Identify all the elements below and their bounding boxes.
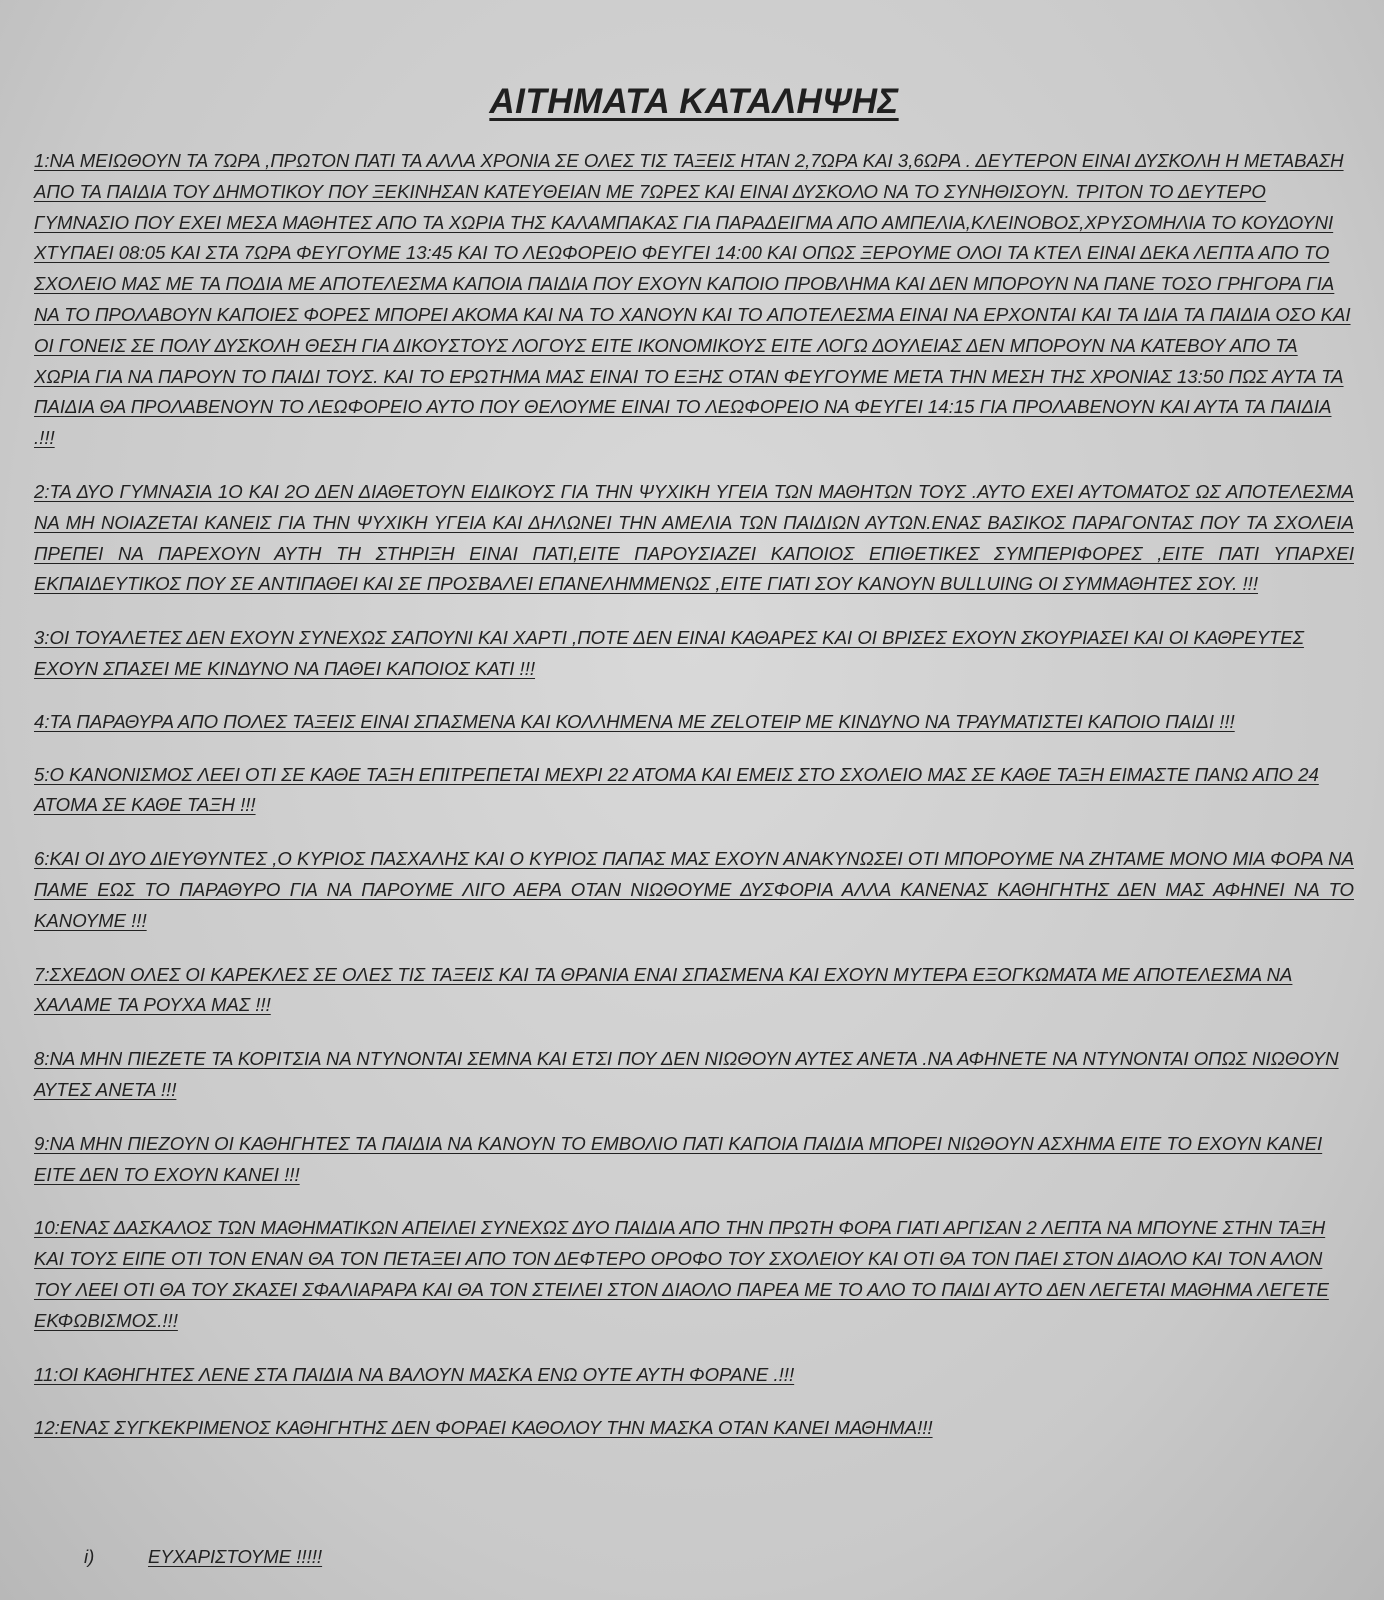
- demand-5: 5:Ο ΚΑΝΟΝΙΣΜΟΣ ΛΕΕΙ ΟΤΙ ΣΕ ΚΑΘΕ ΤΑΞΗ ΕΠΙΤΡΕΠΕΤΑΙ ΜΕΧΡΙ 22 ΑΤΟΜΑ ΚΑΙ ΕΜΕΙΣ ΣΤΟ ΣΧΟΛΕΙΟ ΜΑΣ ΣΕ ΚΑΘΕ ΤΑΞΗ ΕΙΜΑΣΤΕ ΠΑΝΩ ΑΠΟ 24 ΑΤΟΜΑ ΣΕ ΚΑΘΕ ΤΑΞΗ !!!: [34, 763, 1319, 816]
- demand-9: 9:ΝΑ ΜΗΝ ΠΙΕΖΟΥΝ ΟΙ ΚΑΘΗΓΗΤΕΣ ΤΑ ΠΑΙΔΙΑ ΝΑ ΚΑΝΟΥΝ ΤΟ ΕΜΒΟΛΙΟ ΠΑΤΙ ΚΑΠΟΙΑ ΠΑΙΔΙΑ ΜΠΟΡΕΙ ΝΙΩΘΟΥΝ ΑΣΧΗΜΑ ΕΙΤΕ ΤΟ ΕΧΟΥΝ ΚΑΝΕΙ ΕΙΤΕ ΔΕΝ ΤΟ ΕΧΟΥΝ ΚΑΝΕΙ !!!: [34, 1132, 1323, 1185]
- demand-4: 4:ΤΑ ΠΑΡΑΘΥΡΑ ΑΠΟ ΠΟΛΕΣ ΤΑΞΕΙΣ ΕΙΝΑΙ ΣΠΑΣΜΕΝΑ ΚΑΙ ΚΟΛΛΗΜΕΝΑ ΜΕ ZELOTEIP ΜΕ ΚΙΝΔΥΝΟ ΝΑ ΤΡΑΥΜΑΤΙΣΤΕΙ ΚΑΠΟΙΟ ΠΑΙΔΙ !!!: [34, 710, 1235, 732]
- demand-6: 6:ΚΑΙ ΟΙ ΔΥΟ ΔΙΕΥΘΥΝΤΕΣ ,Ο ΚΥΡΙΟΣ ΠΑΣΧΑΛΗΣ ΚΑΙ Ο ΚΥΡΙΟΣ ΠΑΠΑΣ ΜΑΣ ΕΧΟΥΝ ΑΝΑΚΥΝΩΣΕΙ ΟΤΙ ΜΠΟΡΟΥΜΕ ΝΑ ΖΗΤΑΜΕ ΜΟΝΟ ΜΙΑ ΦΟΡΑ ΝΑ ΠΑΜΕ ΕΩΣ ΤΟ ΠΑΡΑΘΥΡΟ ΓΙΑ ΝΑ ΠΑΡΟΥΜΕ ΛΙΓΟ ΑΕΡΑ ΟΤΑΝ ΝΙΩΘΟΥΜΕ ΔΥΣΦΟΡΙΑ ΑΛΛΑ ΚΑΝΕΝΑΣ ΚΑΘΗΓΗΤΗΣ ΔΕΝ ΜΑΣ ΑΦΗΝΕΙ ΝΑ ΤΟ ΚΑΝΟΥΜΕ !!!: [34, 848, 1354, 931]
- demand-8: 8:ΝΑ ΜΗΝ ΠΙΕΖΕΤΕ ΤΑ ΚΟΡΙΤΣΙΑ ΝΑ ΝΤΥΝΟΝΤΑΙ ΣΕΜΝΑ ΚΑΙ ΕΤΣΙ ΠΟΥ ΔΕΝ ΝΙΩΘΟΥΝ ΑΥΤΕΣ ΑΝΕΤΑ .ΝΑ ΑΦΗΝΕΤΕ ΝΑ ΝΤΥΝΟΝΤΑΙ ΟΠΩΣ ΝΙΩΘΟΥΝ ΑΥΤΕΣ ΑΝΕΤΑ !!!: [34, 1048, 1339, 1100]
- demand-11: 11:ΟΙ ΚΑΘΗΓΗΤΕΣ ΛΕΝΕ ΣΤΑ ΠΑΙΔΙΑ ΝΑ ΒΑΛΟΥΝ ΜΑΣΚΑ ΕΝΩ ΟΥΤΕ ΑΥΤΗ ΦΟΡΑΝΕ .!!!: [34, 1363, 795, 1385]
- demand-12: 12:ΕΝΑΣ ΣΥΓΚΕΚΡΙΜΕΝΟΣ ΚΑΘΗΓΗΤΗΣ ΔΕΝ ΦΟΡΑΕΙ ΚΑΘΟΛΟΥ ΤΗΝ ΜΑΣΚΑ ΟΤΑΝ ΚΑΝΕΙ ΜΑΘΗΜΑ!!!: [34, 1417, 933, 1439]
- demand-10: 10:ΕΝΑΣ ΔΑΣΚΑΛΟΣ ΤΩΝ ΜΑΘΗΜΑΤΙΚΩΝ ΑΠΕΙΛΕΙ ΣΥΝΕΧΩΣ ΔΥΟ ΠΑΙΔΙΑ ΑΠΟ ΤΗΝ ΠΡΩΤΗ ΦΟΡΑ ΓΙΑΤΙ ΑΡΓΙΣΑΝ 2 ΛΕΠΤΑ ΝΑ ΜΠΟΥΝΕ ΣΤΗΝ ΤΑΞΗ ΚΑΙ ΤΟΥΣ ΕΙΠΕ ΟΤΙ ΤΟΝ ΕΝΑΝ ΘΑ ΤΟΝ ΠΕΤΑΞΕΙ ΑΠΟ ΤΟΝ ΔΕΦΤΕΡΟ ΟΡΟΦΟ ΤΟΥ ΣΧΟΛΕΙΟΥ ΚΑΙ ΟΤΙ ΘΑ ΤΟΝ ΠΑΕΙ ΣΤΟΝ ΔΙΑΟΛΟ ΚΑΙ ΤΟΝ ΑΛΟΝ ΤΟΥ ΛΕΕΙ ΟΤΙ ΘΑ ΤΟΥ ΣΚΑΣΕΙ ΣΦΑΛΙΑΡΑΡΑ ΚΑΙ ΘΑ ΤΟΝ ΣΤΕΙΛΕΙ ΣΤΟΝ ΔΙΑΟΛΟ ΠΑΡΕΑ ΜΕ ΤΟ ΑΛΟ ΤΟ ΠΑΙΔΙ ΑΥΤΟ ΔΕΝ ΛΕΓΕΤΑΙ ΜΑΘΗΜΑ ΛΕΓΕΤΕ ΕΚΦΩΒΙΣΜΟΣ.!!!: [34, 1217, 1329, 1331]
- demand-2: 2:ΤΑ ΔΥΟ ΓΥΜΝΑΣΙΑ 1Ο ΚΑΙ 2Ο ΔΕΝ ΔΙΑΘΕΤΟΥΝ ΕΙΔΙΚΟΥΣ ΓΙΑ ΤΗΝ ΨΥΧΙΚΗ ΥΓΕΙΑ ΤΩΝ ΜΑΘΗΤΩΝ ΤΟΥΣ .ΑΥΤΟ ΕΧΕΙ ΑΥΤΟΜΑΤΟΣ ΩΣ ΑΠΟΤΕΛΕΣΜΑ ΝΑ ΜΗ ΝΟΙΑΖΕΤΑΙ ΚΑΝΕΙΣ ΓΙΑ ΤΗΝ ΨΥΧΙΚΗ ΥΓΕΙΑ ΚΑΙ ΔΗΛΩΝΕΙ ΤΗΝ ΑΜΕΛΙΑ ΤΩΝ ΠΑΙΔΙΩΝ ΑΥΤΩΝ.ΕΝΑΣ ΒΑΣΙΚΟΣ ΠΑΡΑΓΟΝΤΑΣ ΠΟΥ ΤΑ ΣΧΟΛΕΙΑ ΠΡΕΠΕΙ ΝΑ ΠΑΡΕΧΟΥΝ ΑΥΤΗ ΤΗ ΣΤΗΡΙΞΗ ΕΙΝΑΙ ΠΑΤΙ,ΕΙΤΕ ΠΑΡΟΥΣΙΑΖΕΙ ΚΑΠΟΙΟΣ ΕΠΙΘΕΤΙΚΕΣ ΣΥΜΠΕΡΙΦΟΡΕΣ ,ΕΙΤΕ ΠΑΤΙ ΥΠΑΡΧΕΙ ΕΚΠΑΙΔΕΥΤΙΚΟΣ ΠΟΥ ΣΕ ΑΝΤΙΠΑΘΕΙ ΚΑΙ ΣΕ ΠΡΟΣΒΑΛΕΙ ΕΠΑΝΕΛΗΜΜΕΝΩΣ ,ΕΙΤΕ ΓΙΑΤΙ ΣΟΥ ΚΑΝΟΥΝ BULLUING ΟΙ ΣΥΜΜΑΘΗΤΕΣ ΣΟΥ. !!!: [34, 480, 1354, 595]
- document-title: ΑΙΤΗΜΑΤΑ ΚΑΤΑΛΗΨΗΣ: [489, 82, 899, 121]
- closing-thanks: ΕΥΧΑΡΙΣΤΟΥΜΕ !!!!!: [148, 1546, 323, 1567]
- demand-3: 3:ΟΙ ΤΟΥΑΛΕΤΕΣ ΔΕΝ ΕΧΟΥΝ ΣΥΝΕΧΩΣ ΣΑΠΟΥΝΙ ΚΑΙ ΧΑΡΤΙ ,ΠΟΤΕ ΔΕΝ ΕΙΝΑΙ ΚΑΘΑΡΕΣ ΚΑΙ ΟΙ ΒΡΙΣΕΣ ΕΧΟΥΝ ΣΚΟΥΡΙΑΣΕΙ ΚΑΙ ΟΙ ΚΑΘΡΕΥΤΕΣ ΕΧΟΥΝ ΣΠΑΣΕΙ ΜΕ ΚΙΝΔΥΝΟ ΝΑ ΠΑΘΕΙ ΚΑΠΟΙΟΣ ΚΑΤΙ !!!: [34, 627, 1304, 679]
- demand-1: 1:ΝΑ ΜΕΙΩΘΟΥΝ ΤΑ 7ΩΡΑ ,ΠΡΩΤΟΝ ΠΑΤΙ ΤΑ ΑΛΛΑ ΧΡΟΝΙΑ ΣΕ ΟΛΕΣ ΤΙΣ ΤΑΞΕΙΣ ΗΤΑΝ 2,7ΩΡΑ ΚΑΙ 3,6ΩΡΑ . ΔΕΥΤΕΡΟΝ ΕΙΝΑΙ ΔΥΣΚΟΛΗ Η ΜΕΤΑΒΑΣΗ ΑΠΟ ΤΑ ΠΑΙΔΙΑ ΤΟΥ ΔΗΜΟΤΙΚΟΥ ΠΟΥ ΞΕΚΙΝΗΣΑΝ ΚΑΤΕΥΘΕΙΑΝ ΜΕ 7ΩΡΕΣ ΚΑΙ ΕΙΝΑΙ ΔΥΣΚΟΛΟ ΝΑ ΤΟ ΣΥΝΗΘΙΣΟΥΝ. ΤΡΙΤΟΝ ΤΟ ΔΕΥΤΕΡΟ ΓΥΜΝΑΣΙΟ ΠΟΥ ΕΧΕΙ ΜΕΣΑ ΜΑΘΗΤΕΣ ΑΠΟ ΤΑ ΧΩΡΙΑ ΤΗΣ ΚΑΛΑΜΠΑΚΑΣ ΓΙΑ ΠΑΡΑΔΕΙΓΜΑ ΑΠΟ ΑΜΠΕΛΙΑ,ΚΛΕΙΝΟΒΟΣ,ΧΡΥΣΟΜΗΛΙΑ ΤΟ ΚΟΥΔΟΥΝΙ ΧΤΥΠΑΕΙ 08:05 ΚΑΙ ΣΤΑ 7ΩΡΑ ΦΕΥΓΟΥΜΕ 13:45 ΚΑΙ ΤΟ ΛΕΩΦΟΡΕΙΟ ΦΕΥΓΕΙ 14:00 ΚΑΙ ΟΠΩΣ ΞΕΡΟΥΜΕ ΟΛΟΙ ΤΑ ΚΤΕΛ ΕΙΝΑΙ ΔΕΚΑ ΛΕΠΤΑ ΑΠΟ ΤΟ ΣΧΟΛΕΙΟ ΜΑΣ ΜΕ ΤΑ ΠΟΔΙΑ ΜΕ ΑΠΟΤΕΛΕΣΜΑ ΚΑΠΟΙΑ ΠΑΙΔΙΑ ΠΟΥ ΕΧΟΥΝ ΚΑΠΟΙΟ ΠΡΟΒΛΗΜΑ ΚΑΙ ΔΕΝ ΜΠΟΡΟΥΝ ΝΑ ΠΑΝΕ ΤΟΣΟ ΓΡΗΓΟΡΑ ΓΙΑ ΝΑ ΤΟ ΠΡΟΛΑΒΟΥΝ ΚΑΠΟΙΕΣ ΦΟΡΕΣ ΜΠΟΡΕΙ ΑΚΟΜΑ ΚΑΙ ΝΑ ΤΟ ΧΑΝΟΥΝ ΚΑΙ ΤΟ ΑΠΟΤΕΛΕΣΜΑ ΕΙΝΑΙ ΝΑ ΕΡΧΟΝΤΑΙ ΚΑΙ ΤΑ ΙΔΙΑ ΤΑ ΠΑΙΔΙΑ ΟΣΟ ΚΑΙ ΟΙ ΓΟΝΕΙΣ ΣΕ ΠΟΛΥ ΔΥΣΚΟΛΗ ΘΕΣΗ ΓΙΑ ΔΙΚΟΥΣΤΟΥΣ ΛΟΓΟΥΣ ΕΙΤΕ ΙΚΟΝΟΜΙΚΟΥΣ ΕΙΤΕ ΛΟΓΩ ΔΟΥΛΕΙΑΣ ΔΕΝ ΜΠΟΡΟΥΝ ΝΑ ΚΑΤΕΒΟΥ ΑΠΟ ΤΑ ΧΩΡΙΑ ΓΙΑ ΝΑ ΠΑΡΟΥΝ ΤΟ ΠΑΙΔΙ ΤΟΥΣ. ΚΑΙ ΤΟ ΕΡΩΤΗΜΑ ΜΑΣ ΕΙΝΑΙ ΤΟ ΕΞΗΣ ΟΤΑΝ ΦΕΥΓΟΥΜΕ ΜΕΤΑ ΤΗΝ ΜΕΣΗ ΤΗΣ ΧΡΟΝΙΑΣ 13:50 ΠΩΣ ΑΥΤΑ ΤΑ ΠΑΙΔΙΑ ΘΑ ΠΡΟΛΑΒΕΝΟΥΝ ΤΟ ΛΕΩΦΟΡΕΙΟ ΑΥΤΟ ΠΟΥ ΘΕΛΟΥΜΕ ΕΙΝΑΙ ΤΟ ΛΕΩΦΟΡΕΙΟ ΝΑ ΦΕΥΓΕΙ 14:15 ΓΙΑ ΠΡΟΛΑΒΕΝΟΥΝ ΚΑΙ ΑΥΤΑ ΤΑ ΠΑΙΔΙΑ .!!!: [34, 150, 1351, 449]
- closing-line: [84, 1546, 322, 1568]
- demand-7: 7:ΣΧΕΔΟΝ ΟΛΕΣ ΟΙ ΚΑΡΕΚΛΕΣ ΣΕ ΟΛΕΣ ΤΙΣ ΤΑΞΕΙΣ ΚΑΙ ΤΑ ΘΡΑΝΙΑ ΕΝΑΙ ΣΠΑΣΜΕΝΑ ΚΑΙ ΕΧΟΥΝ ΜΥΤΕΡΑ ΕΞΟΓΚΩΜΑΤΑ ΜΕ ΑΠΟΤΕΛΕΣΜΑ ΝΑ ΧΑΛΑΜΕ ΤΑ ΡΟΥΧΑ ΜΑΣ !!!: [34, 963, 1293, 1016]
- list-marker: i): [84, 1546, 95, 1567]
